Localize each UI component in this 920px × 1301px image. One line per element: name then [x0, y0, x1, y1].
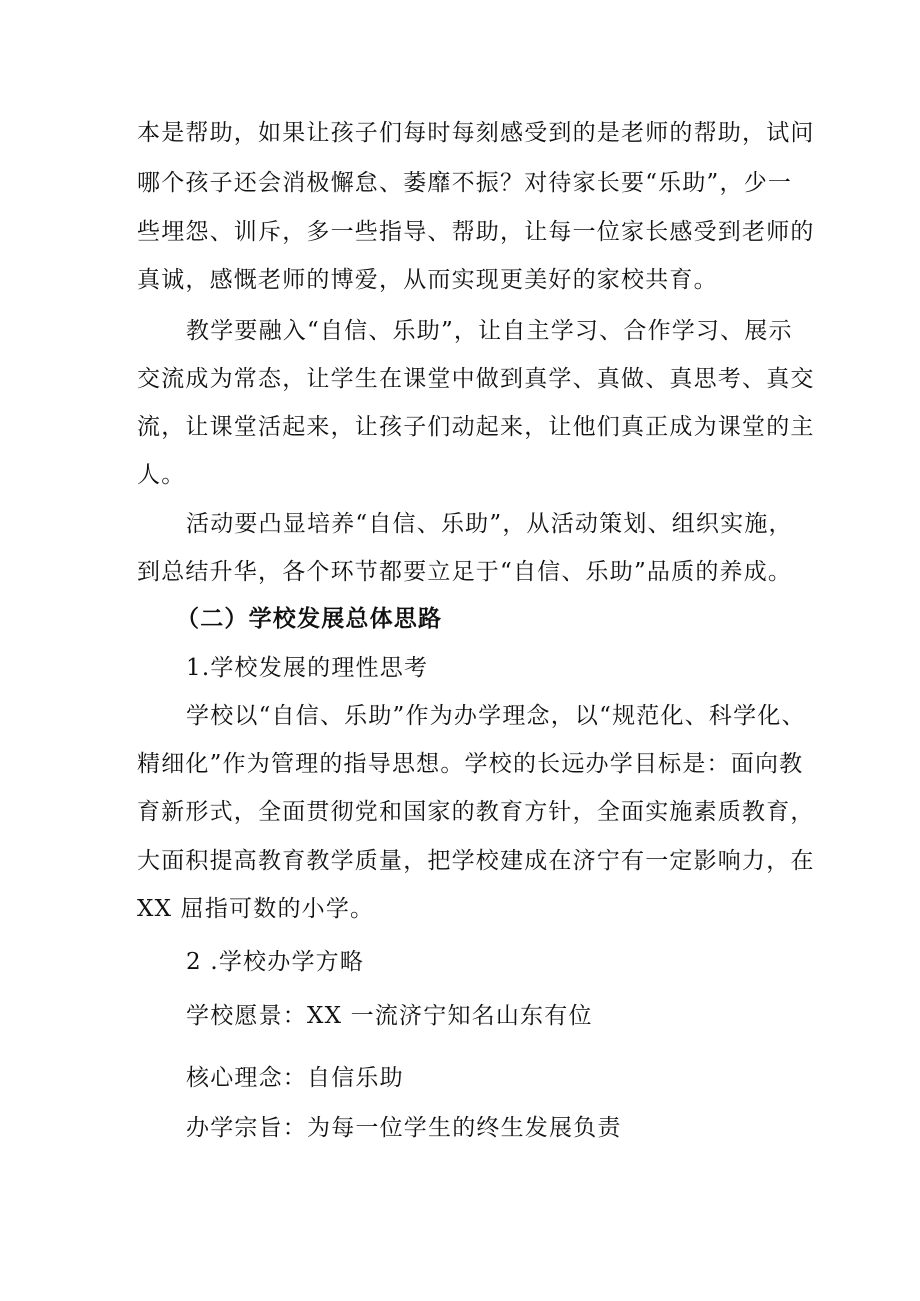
paragraph-4-line-2: 精细化”作为管理的指导思想。学校的长远办学目标是：面向教: [137, 751, 804, 777]
purpose-line: 办学宗旨：为每一位学生的终生发展负责: [186, 1115, 622, 1141]
subsection-2-heading: 2 .学校办学方略: [186, 949, 365, 975]
paragraph-3-line-1: 活动要凸显培养“自信、乐助”，从活动策划、组织实施，: [186, 511, 793, 537]
paragraph-4-line-1: 学校以“自信、乐助”作为办学理念，以“规范化、科学化、: [186, 703, 806, 729]
vision-line: 学校愿景：XX 一流济宁知名山东有位: [186, 1003, 593, 1029]
paragraph-1-line-2: 哪个孩子还会消极懈怠、萎靡不振？对待家长要“乐助”，少一: [137, 170, 793, 196]
subsection-1-heading: 1.学校发展的理性思考: [186, 655, 429, 681]
paragraph-4-line-4: 大面积提高教育教学质量，把学校建成在济宁有一定影响力，在: [137, 848, 815, 874]
paragraph-2-line-1: 教学要融入“自信、乐助”，让自主学习、合作学习、展示: [186, 318, 793, 344]
paragraph-4-line-5: XX 屈指可数的小学。: [137, 896, 375, 922]
section-heading: （二）学校发展总体思路: [176, 606, 443, 632]
paragraph-2-line-4: 人。: [137, 462, 186, 488]
paragraph-1-line-4: 真诚，感慨老师的博爱，从而实现更美好的家校共育。: [137, 267, 718, 293]
paragraph-1-line-1: 本是帮助，如果让孩子们每时每刻感受到的是老师的帮助，试问: [137, 120, 815, 146]
paragraph-4-line-3: 育新形式，全面贯彻党和国家的教育方针，全面实施素质教育，: [137, 799, 815, 825]
paragraph-2-line-2: 交流成为常态，让学生在课堂中做到真学、真做、真思考、真交: [137, 366, 815, 392]
paragraph-3-line-2: 到总结升华，各个环节都要立足于“自信、乐助”品质的养成。: [137, 559, 793, 585]
paragraph-1-line-3: 些埋怨、训斥，多一些指导、帮助，让每一位家长感受到老师的: [137, 219, 815, 245]
paragraph-2-line-3: 流，让课堂活起来，让孩子们动起来，让他们真正成为课堂的主: [137, 414, 815, 440]
core-concept-line: 核心理念：自信乐助: [186, 1065, 404, 1091]
